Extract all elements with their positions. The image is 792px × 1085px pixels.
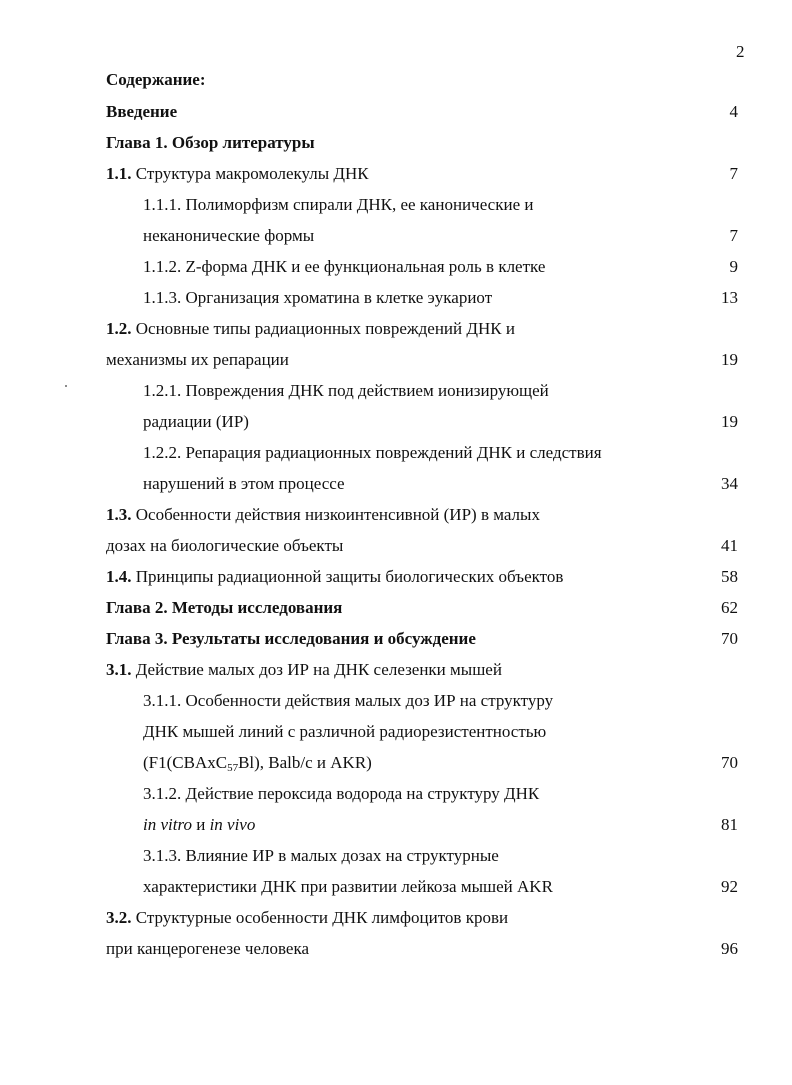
toc-entry-title-part: 3.1.	[106, 660, 132, 679]
toc-entry-title	[143, 690, 553, 712]
toc-entry-title-part: неканонические формы	[143, 226, 315, 245]
toc-entry-page: 70	[721, 629, 738, 648]
toc-entry-title	[143, 721, 546, 743]
toc-entry-title	[143, 814, 255, 836]
toc-entry-title	[106, 907, 508, 929]
toc-entry-title-part: 1.1.1. Полиморфизм спирали ДНК, ее канонические и	[143, 195, 534, 214]
toc-entry-title-part: характеристики ДНК при развитии лейкоза мышей AKR	[143, 877, 553, 896]
toc-entry-page: 19	[721, 412, 738, 431]
toc-entry-title	[143, 752, 372, 774]
toc-heading: Содержание:	[106, 70, 206, 89]
toc-entry-title-part: Введение	[106, 102, 178, 121]
page-number: 2	[736, 42, 745, 61]
toc-entry-title-part: 57	[227, 762, 239, 774]
toc-entry-page: 13	[721, 288, 738, 307]
toc-entry-title	[143, 256, 545, 278]
toc-entry-title	[106, 597, 342, 619]
toc-entry-title-part: дозах на биологические объекты	[106, 536, 344, 555]
toc-entry-title-part: Структура макромолекулы ДНК	[131, 164, 369, 183]
toc-entry-title-part: 1.1.3. Организация хроматина в клетке эукариот	[143, 288, 493, 307]
toc-entry-title	[106, 535, 343, 557]
toc-entry-title	[106, 938, 309, 960]
toc-entry-title	[143, 194, 533, 216]
toc-entry-title-part: 1.2.2. Репарация радиационных повреждений ДНК и следствия	[143, 443, 602, 462]
toc-entry-title-part: Структурные особенности ДНК лимфоцитов крови	[131, 908, 509, 927]
toc-entry-title	[106, 659, 502, 681]
toc-entry-title	[106, 318, 515, 340]
scan-speck	[65, 385, 67, 387]
toc-entry-title-part: Особенности действия низкоинтенсивной (ИР) в малых	[131, 505, 540, 524]
toc-entry-page: 7	[729, 226, 738, 245]
toc-entry-title-part: in vivo	[209, 815, 256, 834]
toc-entry-title-part: 3.2.	[106, 908, 132, 927]
toc-entry-title-part: Bl), Balb/c и AKR)	[238, 753, 372, 772]
toc-entry-title	[106, 349, 289, 371]
toc-entry-title	[143, 411, 249, 433]
toc-entry-title-part: 1.1.2. Z-форма ДНК и ее функциональная роль в клетке	[143, 257, 546, 276]
toc-entry-title-part: ДНК мышей линий с различной радиорезистентностью	[143, 722, 547, 741]
toc-entry-title-part: Глава 2. Методы исследования	[106, 598, 343, 617]
toc-entry-title	[106, 504, 540, 526]
toc-entry-page: 81	[721, 815, 738, 834]
toc-entry-title-part: 3.1.3. Влияние ИР в малых дозах на структурные	[143, 846, 499, 865]
toc-entry-title	[143, 287, 492, 309]
toc-entry-title-part: радиации (ИР)	[143, 412, 249, 431]
toc-entry-title-part: Глава 1. Обзор литературы	[106, 133, 315, 152]
toc-entry-title	[143, 473, 345, 495]
toc-entry-title	[106, 101, 177, 123]
toc-entry-title-part: Глава 3. Результаты исследования и обсуждение	[106, 629, 476, 648]
toc-entry-title-part: 1.2.	[106, 319, 132, 338]
toc-entry-title	[106, 163, 369, 185]
toc-entry-page: 70	[721, 753, 738, 772]
toc-entry-page: 34	[721, 474, 738, 493]
toc-entry-title-part: 1.4.	[106, 567, 132, 586]
toc-entry-title	[106, 566, 563, 588]
toc-entry-title	[106, 132, 315, 154]
toc-entry-page: 19	[721, 350, 738, 369]
toc-entry-title	[143, 225, 314, 247]
toc-entry-title-part: 1.2.1. Повреждения ДНК под действием ионизирующей	[143, 381, 549, 400]
toc-entry-title	[143, 442, 602, 464]
toc-entry-title-part: 1.3.	[106, 505, 132, 524]
toc-entry-page: 41	[721, 536, 738, 555]
toc-entry-title-part: 3.1.2. Действие пероксида водорода на структуру ДНК	[143, 784, 540, 803]
toc-entry-page: 58	[721, 567, 738, 586]
toc-entry-title-part: нарушений в этом процессе	[143, 474, 345, 493]
toc-entry-page: 9	[729, 257, 738, 276]
toc-entry-page: 96	[721, 939, 738, 958]
toc-entry-page: 92	[721, 877, 738, 896]
toc-entry-title-part: Основные типы радиационных повреждений ДНК и	[131, 319, 515, 338]
toc-entry-title-part: Действие малых доз ИР на ДНК селезенки мышей	[131, 660, 502, 679]
toc-entry-page: 7	[729, 164, 738, 183]
toc-entry-title-part: Принципы радиационной защиты биологических объектов	[131, 567, 564, 586]
toc-entry-title-part: 3.1.1. Особенности действия малых доз ИР на структуру	[143, 691, 554, 710]
toc-entry-page: 62	[721, 598, 738, 617]
toc-entry-title-part: при канцерогенезе человека	[106, 939, 309, 958]
toc-entry-title-part: и	[191, 815, 210, 834]
toc-entry-title-part: 1.1.	[106, 164, 132, 183]
toc-entry-title	[143, 380, 549, 402]
toc-entry-title	[143, 876, 553, 898]
toc-entry-title-part: (F1(CBAxC	[143, 753, 228, 772]
toc-entry-page: 4	[729, 102, 738, 121]
toc-entry-title	[106, 628, 476, 650]
toc-entry-title-part: in vitro	[143, 815, 192, 834]
toc-entry-title	[143, 845, 499, 867]
toc-entry-title	[143, 783, 539, 805]
toc-entry-title-part: механизмы их репарации	[106, 350, 289, 369]
